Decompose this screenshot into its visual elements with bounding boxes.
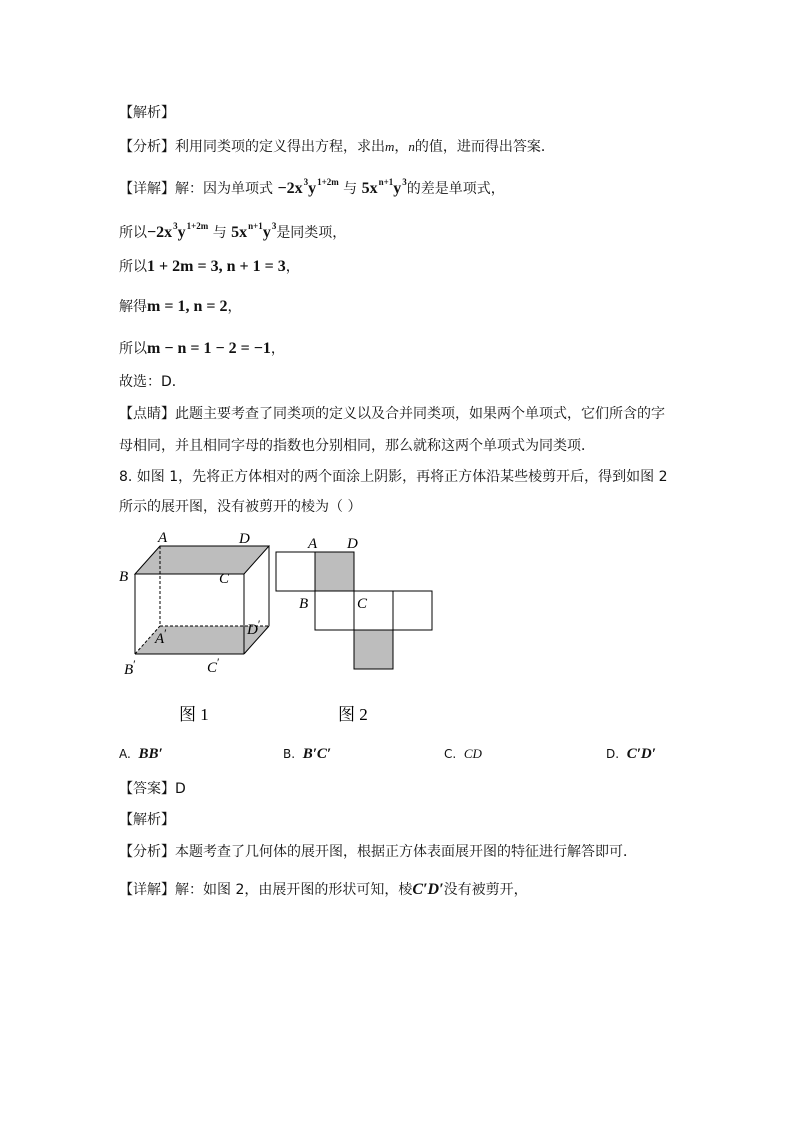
label-c1: C′: [207, 655, 220, 676]
analysis-paragraph-2: 【分析】本题考查了几何体的展开图，根据正方体表面展开图的特征进行解答即可．: [119, 844, 637, 860]
net-square-4: [393, 591, 432, 630]
option-d[interactable]: D. C′D′: [606, 746, 656, 762]
net-label-a: A: [308, 536, 318, 552]
solution-text-a: 解：因为单项式: [175, 181, 273, 197]
choice-line: 故选：D．: [119, 374, 186, 390]
solution-paragraph-2: 【详解】解：如图 2，由展开图的形状可知，棱C′D′没有被剪开，: [119, 881, 528, 898]
edge-name: C′D′: [412, 881, 444, 898]
solution-paragraph: [119, 172, 505, 199]
net-label-d: D: [347, 536, 358, 552]
solution-text-b: 的差是单项式，: [406, 181, 505, 197]
analysis-text-a: 利用同类项的定义得出方程，求出: [175, 139, 385, 155]
equation: 1 + 2m = 3, n + 1 = 3: [147, 258, 286, 275]
label-d1: D′: [247, 617, 261, 638]
step-like-terms: 所以$-2x^3y^{1+2m}$ 与 $5x^{n+1}y^3$是同类项，: [119, 221, 347, 241]
figure-2-net: [268, 530, 438, 730]
analysis-heading: 【解析】: [119, 105, 175, 121]
equation: m = 1, n = 2: [147, 298, 228, 315]
solution-label: 【详解】: [119, 181, 175, 197]
analysis-label: 【分析】: [119, 139, 175, 155]
remark-text: 此题主要考查了同类项的定义以及合并同类项，如果两个单项式，它们所含的字: [175, 406, 665, 422]
word-yu: 与: [343, 181, 358, 197]
label-b1: B′: [124, 657, 136, 678]
analysis-text-b: 的值，进而得出答案．: [414, 139, 555, 155]
label-b: B: [119, 569, 129, 585]
analysis-heading-2: 【解析】: [119, 812, 175, 828]
option-a[interactable]: A. BB′: [119, 746, 163, 762]
remark-continuation: 母相同，并且相同字母的指数也分别相同，那么就称这两个单项式为同类项．: [119, 438, 595, 454]
label-a: A: [158, 530, 168, 546]
net-square-bc: [315, 591, 354, 630]
question-8-line-1: 8. 如图 1，先将正方体相对的两个面涂上阴影，再将正方体沿某些棱剪开后，得到如图 2: [119, 469, 668, 485]
monomial-1: $-2x^3y^{1+2m}$: [147, 221, 209, 241]
net-label-c: C: [357, 596, 368, 612]
comma: ，: [394, 139, 409, 155]
monomial-1: $-2x^3y^{1+2m}$: [277, 177, 339, 197]
question-8-line-2: 所示的展开图，没有被剪开的棱为（ ）: [119, 499, 362, 515]
remark-paragraph: [119, 404, 665, 424]
option-b[interactable]: B. B′C′: [283, 746, 332, 762]
label-d: D: [239, 531, 250, 547]
step-solve: 解得m = 1, n = 2，: [119, 298, 242, 315]
net-square-1: [276, 552, 315, 591]
label-c: C: [219, 571, 230, 587]
analysis-paragraph: [119, 137, 555, 157]
answer-line: 【答案】D: [119, 781, 186, 797]
monomial-2: $5x^{n+1}y^3$: [231, 221, 277, 241]
remark-label: 【点睛】: [119, 406, 175, 422]
step-equations: 所以1 + 2m = 3, n + 1 = 3，: [119, 258, 300, 275]
var-m: m: [385, 139, 395, 154]
net-square-shaded-top: [315, 552, 354, 591]
net-label-b: B: [299, 596, 309, 612]
answer-value: D: [175, 781, 186, 797]
equation: m − n = 1 − 2 = −1: [147, 340, 271, 357]
net-square-shaded-bottom: [354, 630, 393, 669]
figure-1-cube: [115, 526, 280, 736]
label-a1: A′: [155, 626, 167, 647]
top-face-shaded: [135, 546, 269, 574]
step-result: 所以m − n = 1 − 2 = −1，: [119, 340, 285, 357]
var-n: n: [408, 139, 415, 154]
figure-1-caption: 图 1: [179, 705, 209, 724]
option-c[interactable]: C. CD: [444, 746, 482, 761]
monomial-2: $5x^{n+1}y^3$: [361, 177, 407, 197]
figure-2-caption: 图 2: [338, 705, 368, 724]
